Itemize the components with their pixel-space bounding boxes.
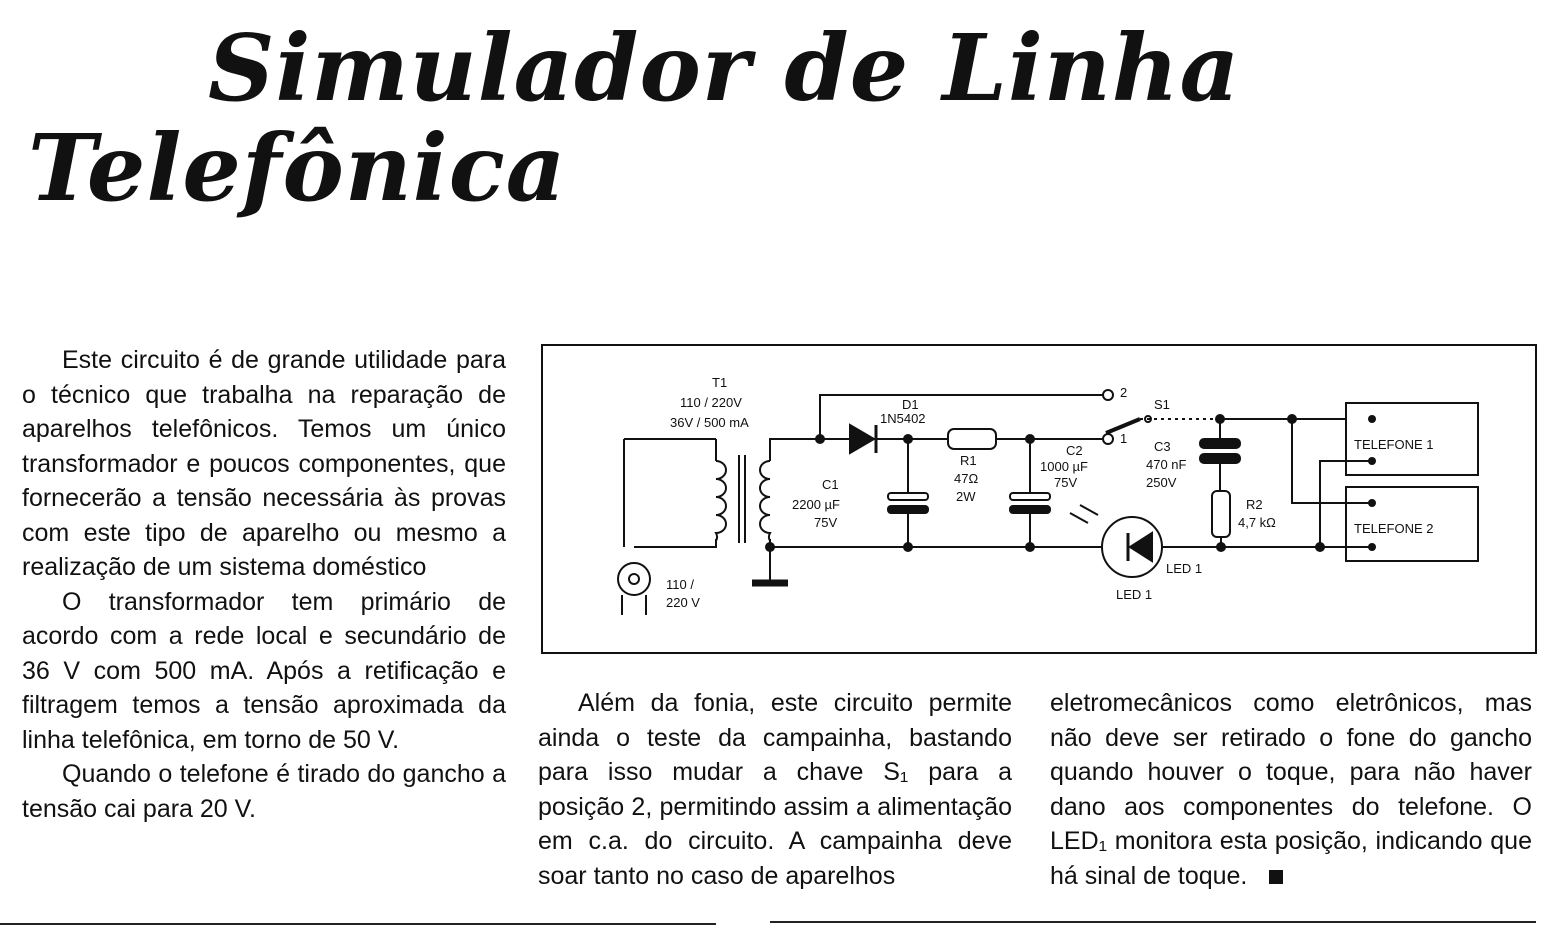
paragraph-transformer: O transformador tem primário de acordo com a rede local e secundário de 36 V com 500 mA. Após a retificação e filtragem temos a tensão aproximada da linha telefônica, em torno de 50 V. [22,587,506,754]
c2-label: C2 [1066,443,1083,458]
c2-voltage: 75V [1054,475,1078,490]
c1-value: 2200 µF [792,497,840,512]
article-column-3 [1050,686,1532,893]
diode-d1 [850,425,874,453]
d1-part: 1N5402 [880,411,926,426]
switch-contact-2 [1103,390,1113,400]
s1-position-2: 2 [1120,385,1128,400]
capacitor-c2 [1010,493,1050,500]
t1-secondary: 36V / 500 mA [670,415,749,430]
circuit-diagram [540,343,1538,655]
r1-label: R1 [960,453,977,468]
mains-voltage-2: 220 V [666,595,700,610]
paragraph-led-monitor-text: eletromecânicos como eletrônicos, mas não deve ser retirado o fone do gancho quando houver o toque, para não haver dano aos componentes do telefone. O LED₁ monitora esta posição, indicando que há sinal de toque. [1050,689,1532,890]
capacitor-c1 [888,493,928,500]
primary-coil [716,461,726,541]
t1-primary: 110 / 220V [680,395,742,410]
footer-rule-left [0,923,716,925]
paragraph-intro: Este circuito é de grande utilidade para o técnico que trabalha na reparação de aparelhos telefônicos. Temos um único transformador e poucos componentes, que fornecerão a tensão necessária às provas com este tipo de aparelho ou mesmo a realização de um sistema doméstico [22,346,506,581]
primary-wire [624,439,716,547]
r1-value: 47Ω [954,471,979,486]
capacitor-c3 [1200,439,1240,448]
article-column-1 [22,343,506,826]
telefone-2-label: TELEFONE 2 [1354,521,1434,536]
led-label-right: LED 1 [1166,561,1203,576]
led-label-below: LED 1 [1116,587,1153,602]
r2-label: R2 [1246,497,1263,512]
end-of-article-mark [1269,870,1283,884]
article-column-2 [538,686,1012,893]
switch-contact-1 [1103,434,1113,444]
s1-position-1: 1 [1120,431,1128,446]
c3-voltage: 250V [1146,475,1177,490]
r1-power: 2W [956,489,976,504]
footer-rule-right [770,921,1536,923]
article-title-line-1: Simulador de Linha [208,14,1241,122]
resistor-r2 [1212,491,1230,537]
d1-label: D1 [902,397,919,412]
secondary-coil [760,461,770,541]
paragraph-hook: Quando o telefone é tirado do gancho a tensão cai para 20 V. [22,760,506,823]
c3-label: C3 [1154,439,1171,454]
telefone-1-label: TELEFONE 1 [1354,437,1434,452]
paragraph-led-monitor [1050,686,1532,893]
c2-value: 1000 µF [1040,459,1088,474]
c1-voltage: 75V [814,515,838,530]
s1-label: S1 [1154,397,1170,412]
c1-label: C1 [822,477,839,492]
r2-value: 4,7 kΩ [1238,515,1276,530]
c3-value: 470 nF [1146,457,1187,472]
article-title-line-2: Telefônica [28,114,567,222]
resistor-r1 [948,429,996,449]
t1-label: T1 [712,375,728,390]
mains-voltage-1: 110 / [666,577,694,592]
paragraph-bell-test: Além da fonia, este circuito permite ainda o teste da campainha, bastando para isso mudar a chave S₁ para a posição 2, permitindo assim a alimentação em c.a. do circuito. A campainha deve soar tanto no caso de aparelhos [538,689,1012,890]
